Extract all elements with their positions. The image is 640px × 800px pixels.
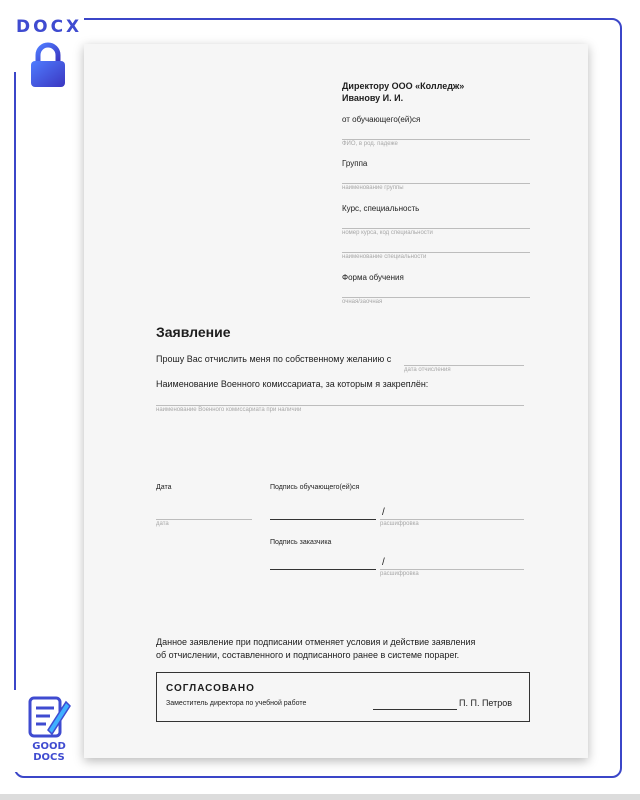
course-hint: номер курса, код специальности <box>342 230 433 236</box>
approval-title: СОГЛАСОВАНО <box>166 683 255 694</box>
customer-decode-hint: расшифровка <box>380 571 419 577</box>
customer-decode-line[interactable] <box>380 569 524 570</box>
fio-hint: ФИО, в род. падеже <box>342 141 398 147</box>
student-sign-label: Подпись обучающего(ей)ся <box>270 484 360 491</box>
addressee-line-2: Иванову И. И. <box>342 93 404 103</box>
group-label: Группа <box>342 159 368 168</box>
request-text: Прошу Вас отчислить меня по собственному желанию с <box>156 354 392 364</box>
specialty-input-line[interactable] <box>342 252 530 253</box>
study-form-hint: очная/заочная <box>342 299 383 305</box>
goodocs-logo-text <box>28 741 70 763</box>
fio-input-line[interactable] <box>342 139 530 140</box>
student-decode-hint: расшифровка <box>380 521 419 527</box>
bottom-bar <box>0 794 640 800</box>
commissariat-input-line[interactable] <box>156 405 524 406</box>
study-form-input-line[interactable] <box>342 297 530 298</box>
group-input-line[interactable] <box>342 183 530 184</box>
customer-sign-label: Подпись заказчика <box>270 539 332 546</box>
date-hint: дата <box>156 521 169 527</box>
dismissal-date-hint: дата отчисления <box>404 367 451 373</box>
commissariat-label: Наименование Военного комиссариата, за которым я закреплён: <box>156 379 429 389</box>
study-form-label: Форма обучения <box>342 273 404 282</box>
date-label: Дата <box>156 484 172 491</box>
from-label: от обучающего(ей)ся <box>342 115 421 124</box>
student-signature-line[interactable] <box>270 519 376 520</box>
goodocs-document-icon <box>26 694 72 740</box>
group-hint: наименование группы <box>342 185 404 191</box>
docx-logo-text: DOCX <box>16 17 83 37</box>
document-title: Заявление <box>156 324 231 340</box>
dismissal-date-input-line[interactable] <box>404 365 524 366</box>
customer-signature-line[interactable] <box>270 569 376 570</box>
goodocs-logo-line1: GOOD <box>32 741 66 752</box>
approval-box <box>156 672 530 722</box>
approval-signature-line[interactable] <box>373 709 457 710</box>
student-slash: / <box>382 507 385 518</box>
commissariat-hint: наименование Военного комиссариата при наличии <box>156 407 302 413</box>
notice-line-2: об отчислении, составленного и подписанного ранее в системе порарег. <box>156 650 460 660</box>
addressee-line-1: Директору ООО «Колледж» <box>342 81 465 91</box>
course-input-line[interactable] <box>342 228 530 229</box>
notice-line-1: Данное заявление при подписании отменяет условия и действие заявления <box>156 637 476 647</box>
course-label: Курс, специальность <box>342 204 420 213</box>
goodocs-logo-line2: DOCS <box>33 752 65 763</box>
student-decode-line[interactable] <box>380 519 524 520</box>
lock-icon <box>28 42 68 88</box>
date-input-line[interactable] <box>156 519 252 520</box>
customer-slash: / <box>382 557 385 568</box>
approval-position: Заместитель директора по учебной работе <box>166 700 307 707</box>
specialty-hint: наименование специальности <box>342 254 427 260</box>
approval-name: П. П. Петров <box>459 698 513 708</box>
document-sheet <box>84 44 588 758</box>
